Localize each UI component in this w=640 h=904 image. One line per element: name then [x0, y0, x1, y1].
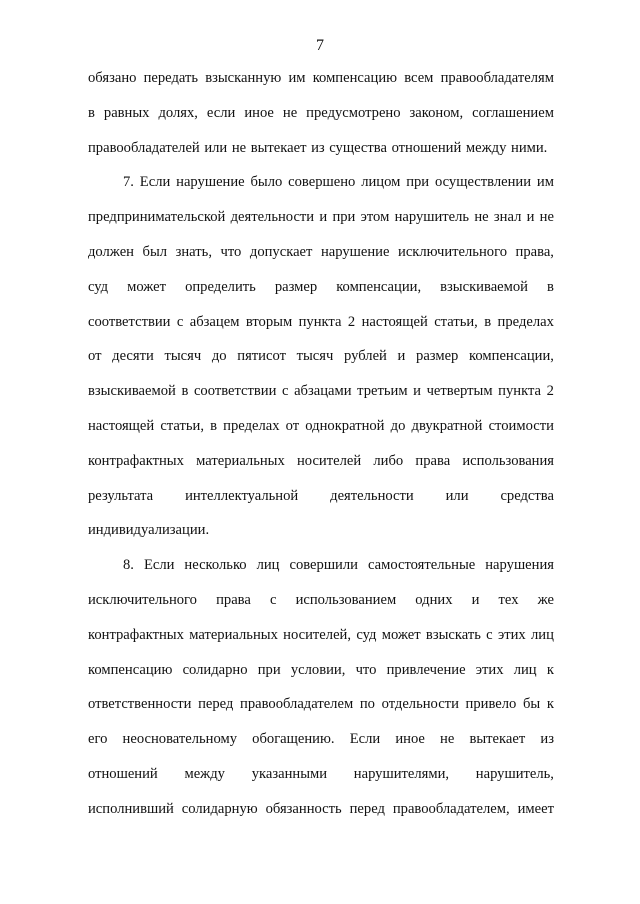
word: материальных — [196, 453, 285, 469]
text-line — [88, 381, 554, 401]
word: при — [257, 662, 281, 678]
word: нарушитель, — [475, 766, 554, 782]
word: от — [88, 348, 102, 364]
word: определить — [185, 279, 256, 295]
word: взыскиваемой — [88, 383, 176, 399]
word: допускает — [249, 244, 313, 260]
word: контрафактных — [88, 627, 184, 643]
word: лицом — [361, 174, 401, 190]
word: вторым — [245, 314, 293, 330]
word: использованием — [295, 592, 397, 608]
word: и — [413, 383, 421, 399]
word: иное — [244, 105, 274, 121]
word: при — [332, 209, 356, 225]
word: настоящей — [88, 418, 155, 434]
word: обязано — [88, 70, 137, 86]
word: из — [540, 731, 554, 747]
word: взыскать — [425, 627, 481, 643]
word: предусмотрено — [306, 105, 401, 121]
page-number: 7 — [316, 37, 324, 54]
text-line — [88, 346, 554, 366]
text-line — [88, 277, 554, 297]
word: условии, — [290, 662, 346, 678]
word: его — [88, 731, 108, 747]
word: что — [220, 244, 242, 260]
word: этих — [475, 662, 504, 678]
word: отношений — [391, 140, 462, 156]
word: компенсацию — [312, 70, 398, 86]
word: контрафактных — [88, 453, 184, 469]
word: что — [355, 662, 377, 678]
word: носителей, — [283, 627, 352, 643]
word: не — [539, 209, 554, 225]
word: неосновательному — [122, 731, 238, 747]
word: несколько — [184, 557, 247, 573]
word: исключительного — [398, 244, 507, 260]
word: или — [445, 488, 469, 504]
word: самостоятельные — [367, 557, 476, 573]
word: из — [311, 140, 325, 156]
word: нарушение — [176, 174, 245, 190]
word: Если — [139, 174, 171, 190]
word: размер — [274, 279, 318, 295]
word: интеллектуальной — [185, 488, 299, 504]
word: указанными — [251, 766, 328, 782]
word: статьи, — [434, 314, 478, 330]
word: всем — [404, 70, 434, 86]
word: не — [231, 140, 247, 156]
word: не — [440, 731, 455, 747]
text-line — [88, 520, 554, 540]
word: абзацем — [189, 314, 240, 330]
word: между — [465, 140, 507, 156]
word: индивидуализации. — [88, 522, 210, 538]
word: в — [88, 105, 95, 121]
word: настоящей — [361, 314, 428, 330]
word: привело — [465, 696, 517, 712]
word: им — [288, 70, 306, 86]
text-line — [88, 486, 554, 506]
word: существа — [329, 140, 387, 156]
word: отдельности — [381, 696, 459, 712]
word: соответствии — [88, 314, 171, 330]
word: взысканную — [205, 70, 282, 86]
word: совершено — [288, 174, 356, 190]
word: вытекает — [250, 140, 307, 156]
word: этих — [497, 627, 526, 643]
word: абзацами — [294, 383, 352, 399]
word: использования — [462, 453, 554, 469]
word: правообладателям — [440, 70, 554, 86]
word: отношений — [88, 766, 158, 782]
word: и — [526, 209, 535, 225]
word: долях, — [158, 105, 198, 121]
word: имеет — [517, 801, 554, 817]
word: 2 — [347, 314, 356, 330]
word: двукратной — [411, 418, 483, 434]
word: пределах — [223, 418, 280, 434]
word: соответствии — [193, 383, 277, 399]
word: соглашением — [472, 105, 554, 121]
word: в — [181, 383, 189, 399]
word: с — [269, 592, 277, 608]
word: не — [474, 209, 489, 225]
word: Если — [143, 557, 175, 573]
word: тысяч — [296, 348, 334, 364]
word: нарушения — [485, 557, 554, 573]
word: компенсации, — [336, 279, 422, 295]
word: обязанность — [265, 801, 342, 817]
word: правообладателем — [240, 696, 354, 712]
word: знать, — [175, 244, 212, 260]
word: лиц — [531, 627, 554, 643]
word: лиц — [513, 662, 537, 678]
word: стоимости — [488, 418, 554, 434]
word: до — [211, 348, 227, 364]
word: вытекает — [469, 731, 526, 747]
word: с — [176, 314, 184, 330]
word: третьим — [357, 383, 408, 399]
word: должен — [88, 244, 134, 260]
word: 2 — [546, 383, 554, 399]
word: обогащению. — [252, 731, 335, 747]
text-line — [88, 764, 554, 784]
word: или — [204, 140, 228, 156]
word: перед — [349, 801, 385, 817]
word: бы — [522, 696, 541, 712]
word: права — [415, 453, 451, 469]
word: этом — [360, 209, 390, 225]
word: права, — [515, 244, 554, 260]
word: им — [536, 174, 554, 190]
word: ними. — [511, 140, 548, 156]
text-line — [123, 555, 554, 575]
word: и — [397, 348, 406, 364]
word: совершили — [289, 557, 358, 573]
word: 7. — [123, 174, 134, 190]
word: компенсацию — [88, 662, 173, 678]
text-line — [88, 799, 554, 819]
text-line — [88, 625, 554, 645]
word: к — [546, 662, 554, 678]
word: правообладателем, — [392, 801, 510, 817]
word: передать — [143, 70, 199, 86]
word: 8. — [123, 557, 134, 573]
word: носителей — [296, 453, 362, 469]
word: компенсации, — [469, 348, 554, 364]
word: ответственности — [88, 696, 192, 712]
word: нарушение — [320, 244, 390, 260]
text-line — [123, 172, 554, 192]
word: знал — [493, 209, 522, 225]
word: по — [359, 696, 375, 712]
word: результата — [88, 488, 154, 504]
text-line — [88, 590, 554, 610]
word: же — [537, 592, 554, 608]
text-line — [88, 729, 554, 749]
word: в — [210, 418, 218, 434]
word: права — [216, 592, 251, 608]
word: исполнивший — [88, 801, 174, 817]
word: пункта — [298, 314, 342, 330]
word: в — [484, 314, 492, 330]
text-line — [88, 207, 554, 227]
word: нарушителями, — [353, 766, 450, 782]
word: от — [285, 418, 300, 434]
word: не — [282, 105, 298, 121]
text-line — [88, 138, 554, 158]
word: четвертым — [426, 383, 493, 399]
text-line — [88, 451, 554, 471]
word: к — [546, 696, 554, 712]
word: было — [250, 174, 283, 190]
word: пятисот — [237, 348, 286, 364]
word: и — [319, 209, 328, 225]
word: правообладателей — [88, 140, 200, 156]
word: может — [127, 279, 167, 295]
word: перед — [198, 696, 234, 712]
text-line — [88, 694, 554, 714]
word: средства — [500, 488, 554, 504]
word: однократной — [305, 418, 385, 434]
word: статьи, — [160, 418, 204, 434]
word: деятельности — [230, 209, 315, 225]
word: при — [406, 174, 430, 190]
word: равных — [103, 105, 150, 121]
word: одних — [415, 592, 453, 608]
text-line — [88, 68, 554, 88]
word: до — [390, 418, 406, 434]
word: либо — [373, 453, 404, 469]
word: привлечение — [386, 662, 466, 678]
word: пределах — [497, 314, 554, 330]
word: может — [381, 627, 421, 643]
word: суд — [88, 279, 109, 295]
word: солидарно — [182, 662, 248, 678]
word: тех — [498, 592, 519, 608]
word: если — [206, 105, 236, 121]
word: осуществлении — [434, 174, 532, 190]
text-line — [88, 416, 554, 436]
word: размер — [416, 348, 459, 364]
word: предпринимательской — [88, 209, 226, 225]
word: между — [184, 766, 225, 782]
text-line — [88, 242, 554, 262]
text-line — [88, 103, 554, 123]
word: Если — [349, 731, 381, 747]
word: законом, — [409, 105, 464, 121]
word: пункта — [498, 383, 542, 399]
word: суд — [356, 627, 377, 643]
word: взыскиваемой — [440, 279, 528, 295]
word: в — [547, 279, 554, 295]
word: нарушитель — [394, 209, 470, 225]
word: солидарную — [181, 801, 258, 817]
word: и — [471, 592, 480, 608]
word: деятельности — [330, 488, 414, 504]
word: рублей — [344, 348, 387, 364]
word: был — [142, 244, 168, 260]
word: с — [486, 627, 493, 643]
word: с — [282, 383, 289, 399]
text-line — [88, 660, 554, 680]
word: десяти — [112, 348, 154, 364]
word: лиц — [256, 557, 280, 573]
word: материальных — [189, 627, 278, 643]
word: исключительного — [88, 592, 197, 608]
word: иное — [395, 731, 425, 747]
text-line — [88, 312, 554, 332]
word: тысяч — [164, 348, 202, 364]
